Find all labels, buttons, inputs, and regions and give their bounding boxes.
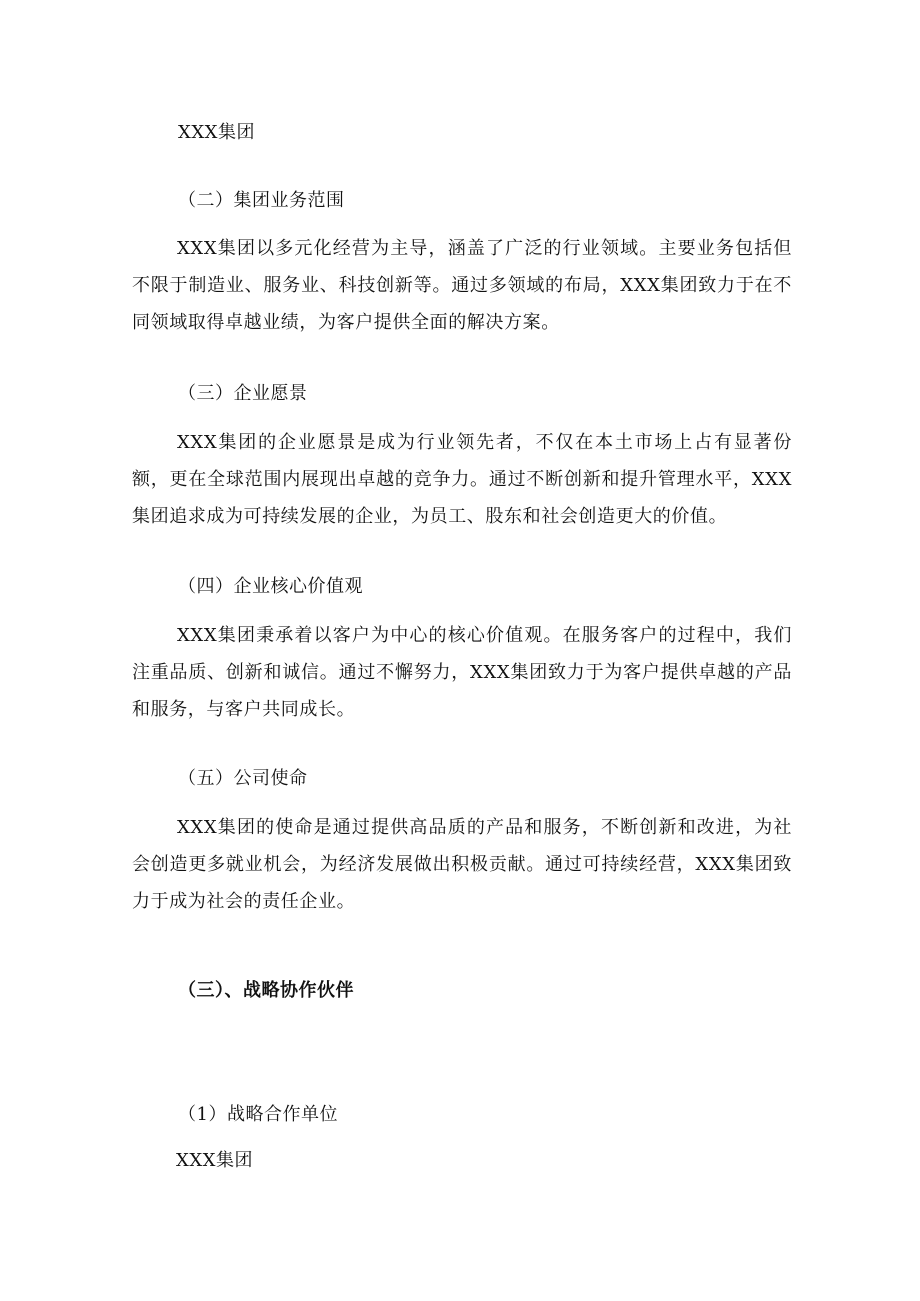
section-3-body: XXX集团的企业愿景是成为行业领先者，不仅在本土市场上占有显著份额，更在全球范围内展现出卓越的竞争力。通过不断创新和提升管理水平，XXX集团追求成为可持续发展的企业，为员工、股东和社会创造更大的价值。 — [132, 432, 792, 527]
top-label: XXX集团 — [178, 122, 255, 143]
section-2-body: XXX集团以多元化经营为主导，涵盖了广泛的行业领域。主要业务包括但不限于制造业、服务业、科技创新等。通过多领域的布局，XXX集团致力于在不同领域取得卓越业绩，为客户提供全面的解决方案。 — [132, 238, 792, 333]
section-4-body: XXX集团秉承着以客户为中心的核心价值观。在服务客户的过程中，我们注重品质、创新和诚信。通过不懈努力，XXX集团致力于为客户提供卓越的产品和服务，与客户共同成长。 — [132, 625, 792, 720]
section-5-heading: （五）公司使命 — [178, 768, 308, 789]
section-2-heading: （二）集团业务范围 — [178, 190, 345, 211]
bottom-label: XXX集团 — [176, 1150, 253, 1171]
section-3-heading: （三）企业愿景 — [178, 383, 308, 404]
section-4-heading: （四）企业核心价值观 — [178, 576, 363, 597]
section-5-body: XXX集团的使命是通过提供高品质的产品和服务，不断创新和改进，为社会创造更多就业机会，为经济发展做出积极贡献。通过可持续经营，XXX集团致力于成为社会的责任企业。 — [132, 817, 792, 912]
sub-heading: （1）战略合作单位 — [178, 1104, 338, 1125]
major-heading: （三）、战略协作伙伴 — [178, 980, 354, 1001]
